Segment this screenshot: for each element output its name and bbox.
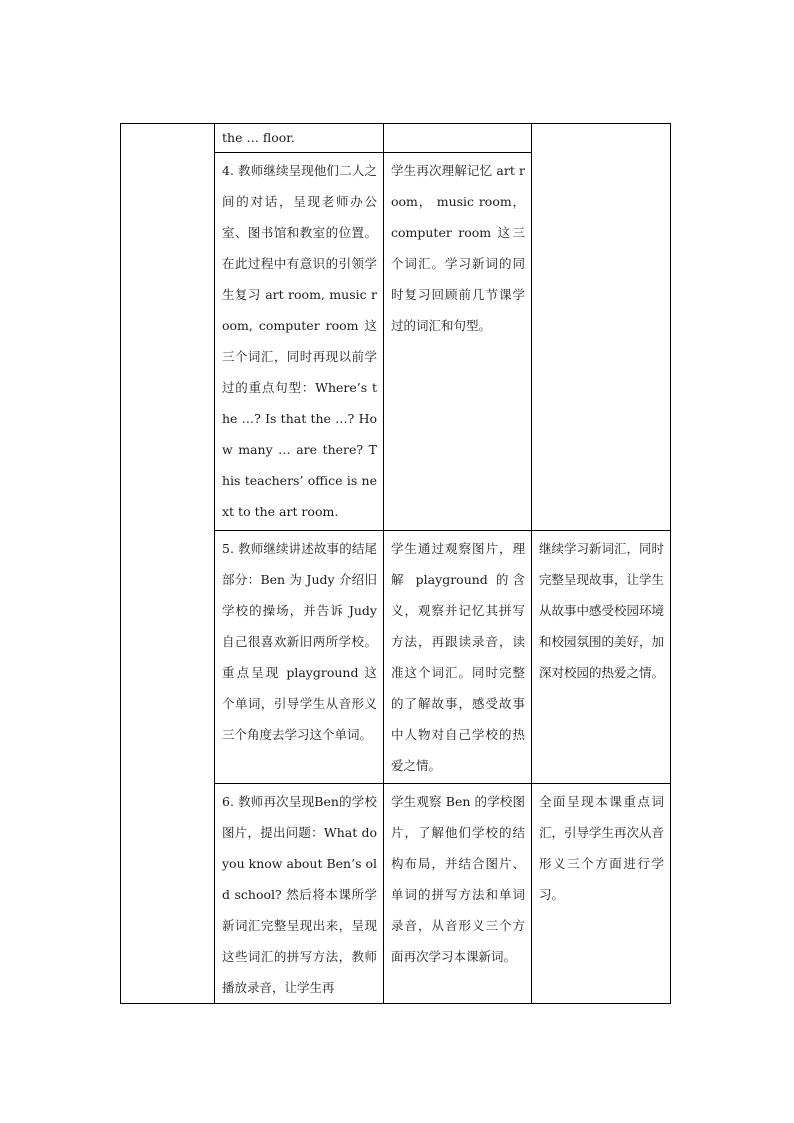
teacher-activity-text: 6. 教师再次呈现Ben的学校图片，提出问题：What do you know about Ben’s old school? 然后将本课所学新词汇完整呈现出来，呈现这些词汇的拼写方法，教师播放录音，让学生再: [222, 794, 377, 995]
purpose-cell: [532, 531, 671, 784]
student-activity-text: 学生再次理解记忆 art room， music room， computer room 这三个词汇。学习新词的同时复习回顾前几节课学过的词汇和句型。: [391, 163, 525, 333]
teacher-activity-cell: [215, 153, 384, 531]
teacher-activity-text: 4. 教师继续呈现他们二人之间的对话，呈现老师办公室、图书馆和教室的位置。在此过程中有意识的引领学生复习 art room, music room, computer room 这三个词汇，同时再现以前学过的重点句型：Where’s the …? Is that the …? How many … are there? This teachers’ office is next to the art room.: [222, 163, 377, 519]
student-activity-text: 学生观察 Ben 的学校图片，了解他们学校的结构布局，并结合图片、单词的拼写方法和单词录音，从音形义三个方面再次学习本课新词。: [391, 794, 525, 964]
student-activity-cell: [384, 124, 532, 153]
teacher-activity-cell: [215, 784, 384, 1004]
purpose-text: 全面呈现本课重点词汇，引导学生再次从音形义三个方面进行学习。: [539, 794, 665, 902]
teacher-activity-cell: [215, 124, 384, 153]
purpose-text: 继续学习新词汇，同时完整呈现故事，让学生从故事中感受校园环境和校园氛围的美好，加深对校园的热爱之情。: [539, 541, 665, 680]
teacher-activity-cell: [215, 531, 384, 784]
table-row: [121, 124, 671, 153]
teacher-activity-text: the … floor.: [222, 130, 295, 145]
student-activity-cell: [384, 531, 532, 784]
student-activity-cell: [384, 153, 532, 531]
teacher-activity-text: 5. 教师继续讲述故事的结尾部分：Ben 为 Judy 介绍旧学校的操场，并告诉 Judy 自己很喜欢新旧两所学校。重点呈现 playground 这个单词，引导学生从音形义三个角度去学习这个单词。: [222, 541, 377, 742]
purpose-cell: [532, 124, 671, 531]
purpose-cell: [532, 784, 671, 1004]
student-activity-cell: [384, 784, 532, 1004]
lesson-plan-table: [120, 123, 671, 1004]
stage-cell: [121, 124, 215, 1004]
student-activity-text: 学生通过观察图片，理解 playground 的含义，观察并记忆其拼写方法，再跟读录音，读准这个词汇。同时完整的了解故事，感受故事中人物对自己学校的热爱之情。: [391, 541, 525, 773]
